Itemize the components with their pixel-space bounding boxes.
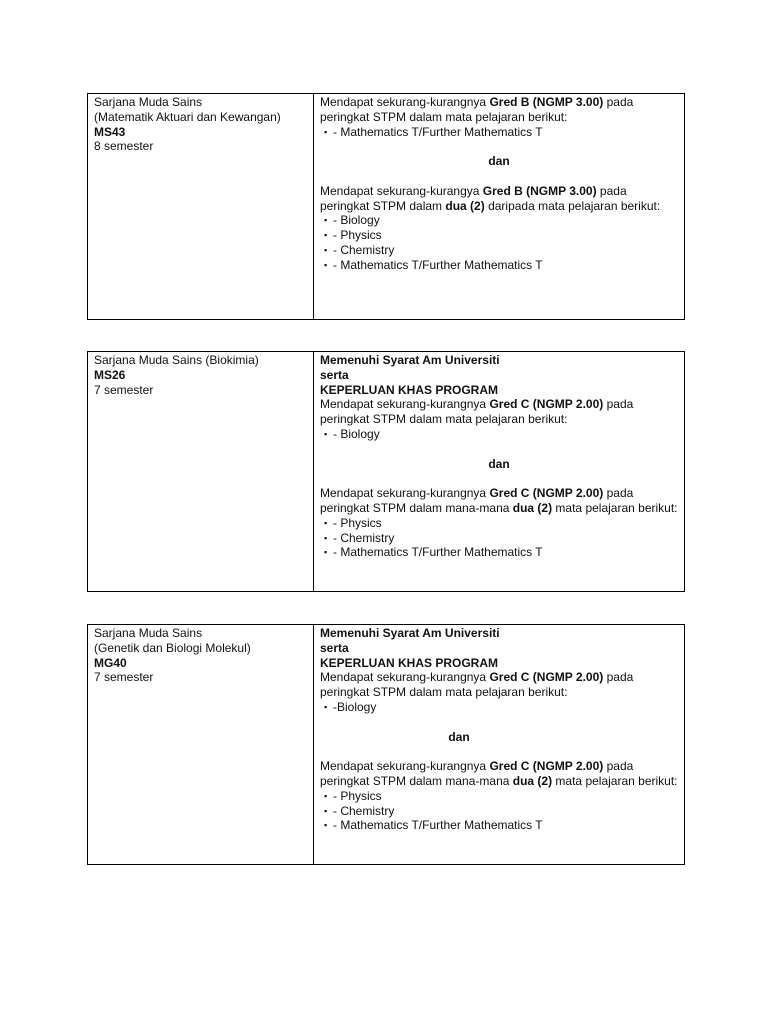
table-row (88, 94, 685, 320)
list-item: ▪ - Mathematics T/Further Mathematics T (324, 545, 543, 560)
subject-count: dua (2) (512, 500, 553, 515)
bullet-icon: ▪ (324, 820, 328, 831)
grade-requirement: Gred C (NGMP 2.00) (489, 759, 604, 774)
bullet-icon: ▪ (324, 547, 328, 558)
list-item: ▪ - Chemistry (324, 530, 395, 545)
program-info-cell (88, 625, 314, 865)
program-info-cell (88, 352, 314, 592)
requirements-cell (314, 352, 685, 592)
subject-count: dua (2) (512, 773, 553, 788)
requirement-1-text: Mendapat sekurang-kurangnya Gred C (NGMP 2.00) pada peringkat STPM dalam mata pelajaran berikut: (320, 670, 634, 700)
requirement-1-text: Mendapat sekurang-kurangnya Gred B (NGMP 3.00) pada peringkat STPM dalam mata pelajaran berikut: (320, 95, 634, 124)
program-title-sub: (Genetik dan Biologi Molekul) (94, 640, 251, 655)
connector-text: dan (488, 456, 510, 471)
list-item: ▪ - Mathematics T/Further Mathematics T (324, 124, 543, 139)
bullet-icon: ▪ (324, 126, 328, 137)
list-item: ▪ - Physics (324, 228, 382, 243)
program-title: Sarjana Muda Sains (94, 95, 203, 109)
list-item: ▪ - Mathematics T/Further Mathematics T (324, 818, 543, 833)
list-item: ▪ - Biology (324, 213, 380, 228)
connector-text: dan (448, 729, 470, 744)
bullet-icon: ▪ (324, 215, 328, 226)
requirements-cell (314, 625, 685, 865)
bullet-icon: ▪ (324, 244, 328, 255)
subject-list-1 (320, 125, 678, 140)
table-row (88, 625, 685, 865)
program-code: MG40 (94, 655, 127, 670)
program-code: MS43 (94, 124, 126, 139)
program-code: MS26 (94, 367, 126, 382)
connector-text: dan (488, 154, 510, 169)
bullet-icon: ▪ (324, 230, 328, 241)
program-table-ms26 (87, 351, 685, 592)
subject-list-2 (320, 789, 678, 833)
subject-count: dua (2) (445, 198, 485, 213)
bullet-icon: ▪ (324, 805, 328, 816)
general-requirement: Memenuhi Syarat Am Universiti (320, 353, 500, 367)
grade-requirement: Gred C (NGMP 2.00) (489, 486, 604, 501)
requirement-1-text: Mendapat sekurang-kurangnya Gred C (NGMP 2.00) pada peringkat STPM dalam mata pelajaran berikut: (320, 397, 634, 427)
program-title-sub: (Matematik Aktuari dan Kewangan) (94, 109, 281, 124)
subject-list-2 (320, 516, 678, 560)
list-item: ▪ - Physics (324, 788, 382, 803)
program-duration: 8 semester (94, 139, 154, 154)
serta-text: serta (320, 640, 349, 655)
program-info-cell (88, 94, 314, 320)
list-item: ▪ - Mathematics T/Further Mathematics T (324, 257, 543, 272)
program-title: Sarjana Muda Sains (94, 626, 203, 640)
list-item: ▪ - Physics (324, 515, 382, 530)
bullet-icon: ▪ (324, 259, 328, 270)
subject-list-2 (320, 213, 678, 272)
requirement-2-text: Mendapat sekurang-kurangnya Gred C (NGMP 2.00) pada peringkat STPM dalam mana-mana dua (2) mata pelajaran berikut: (320, 486, 678, 515)
list-item: ▪ - Chemistry (324, 242, 395, 257)
serta-text: serta (320, 367, 349, 382)
table-row (88, 352, 685, 592)
bullet-icon: ▪ (324, 790, 328, 801)
special-requirement-heading: KEPERLUAN KHAS PROGRAM (320, 382, 499, 397)
program-title: Sarjana Muda Sains (Biokimia) (94, 353, 259, 367)
program-duration: 7 semester (94, 382, 154, 397)
special-requirement-heading: KEPERLUAN KHAS PROGRAM (320, 655, 499, 670)
program-table-ms43 (87, 93, 685, 320)
general-requirement: Memenuhi Syarat Am Universiti (320, 626, 500, 640)
bullet-icon: ▪ (324, 517, 328, 528)
subject-list-1 (320, 700, 678, 715)
requirement-2-text: Mendapat sekurang-kurangya Gred B (NGMP 3.00) pada peringkat STPM dalam dua (2) daripada mata pelajaran berikut: (320, 183, 661, 213)
grade-requirement: Gred C (NGMP 2.00) (489, 670, 604, 685)
program-duration: 7 semester (94, 670, 154, 685)
requirement-2-text: Mendapat sekurang-kurangnya Gred C (NGMP 2.00) pada peringkat STPM dalam mana-mana dua (2) mata pelajaran berikut: (320, 759, 678, 788)
grade-requirement: Gred C (NGMP 2.00) (489, 397, 604, 412)
program-table-mg40 (87, 624, 685, 865)
list-item: ▪ -Biology (324, 699, 377, 714)
list-item: ▪ - Biology (324, 426, 380, 441)
list-item: ▪ - Chemistry (324, 803, 395, 818)
bullet-icon: ▪ (324, 701, 328, 712)
grade-requirement: Gred B (NGMP 3.00) (482, 183, 597, 198)
bullet-icon: ▪ (324, 428, 328, 439)
requirements-cell (314, 94, 685, 320)
grade-requirement: Gred B (NGMP 3.00) (489, 95, 604, 109)
bullet-icon: ▪ (324, 532, 328, 543)
subject-list-1 (320, 427, 678, 442)
